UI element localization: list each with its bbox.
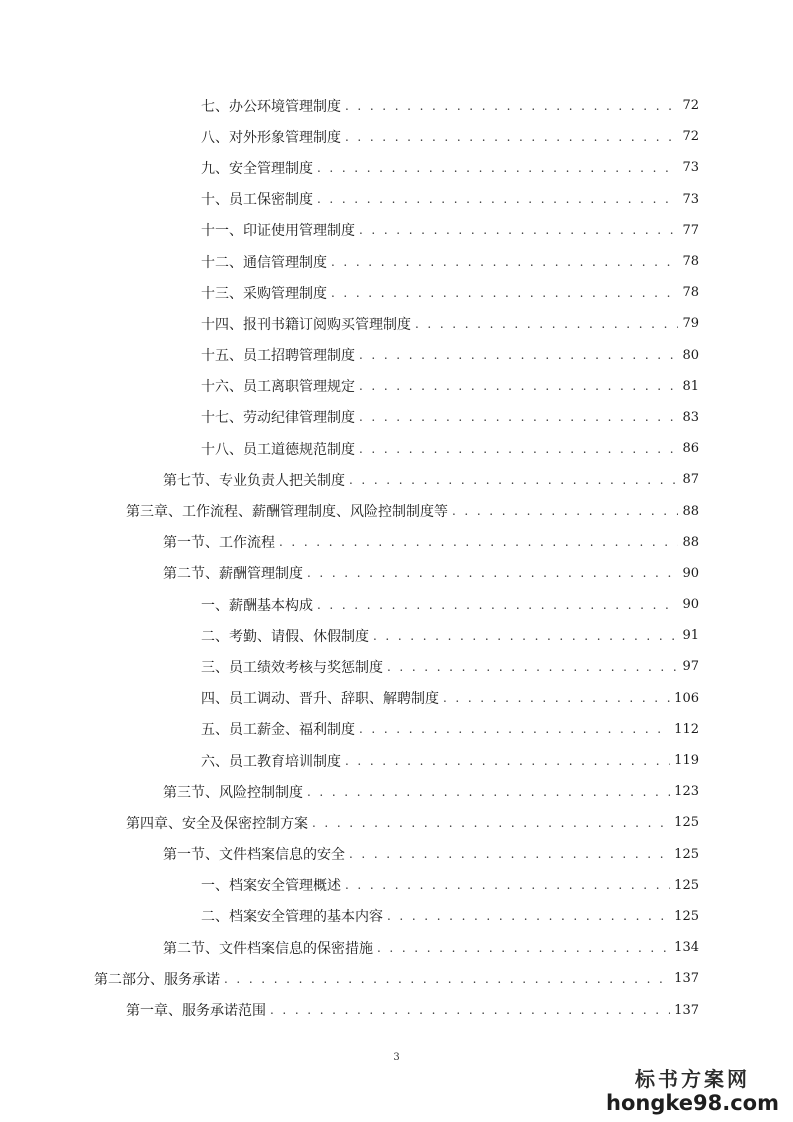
toc-entry-page: 80 — [682, 347, 699, 363]
toc-entry-page: 125 — [674, 877, 699, 893]
toc-entry[interactable] — [0, 589, 793, 620]
page-number: 3 — [393, 1052, 400, 1063]
toc-entry[interactable] — [0, 776, 793, 807]
toc-dot-leader — [270, 1003, 670, 1017]
toc-entry-title: 第一节、工作流程 — [163, 535, 275, 552]
toc-entry-title: 六、员工教育培训制度 — [201, 753, 341, 770]
toc-entry-title: 七、办公环境管理制度 — [201, 98, 341, 115]
toc-entry-page: 86 — [682, 441, 699, 457]
toc-dot-leader — [443, 691, 670, 705]
toc-dot-leader — [317, 161, 678, 175]
toc-dot-leader — [224, 972, 670, 986]
toc-entry-page: 83 — [682, 409, 699, 425]
toc-entry-page: 134 — [674, 940, 699, 956]
toc-entry[interactable] — [0, 745, 793, 776]
toc-entry[interactable] — [0, 215, 793, 246]
toc-entry[interactable] — [0, 807, 793, 838]
toc-entry[interactable] — [0, 870, 793, 901]
toc-dot-leader — [345, 878, 670, 892]
toc-entry-title: 第二节、文件档案信息的保密措施 — [163, 940, 373, 957]
toc-entry[interactable] — [0, 495, 793, 526]
toc-dot-leader — [331, 255, 678, 269]
watermark-url: hongke98.com — [606, 1091, 779, 1115]
toc-dot-leader — [452, 504, 678, 518]
toc-entry-page: 106 — [674, 690, 699, 706]
toc-entry-page: 88 — [682, 503, 699, 519]
toc-entry-title: 第四章、安全及保密控制方案 — [126, 815, 308, 832]
toc-entry[interactable] — [0, 620, 793, 651]
toc-entry[interactable] — [0, 246, 793, 277]
toc-entry-page: 78 — [682, 285, 699, 301]
toc-dot-leader — [307, 785, 670, 799]
toc-entry[interactable] — [0, 402, 793, 433]
toc-entry-title: 五、员工薪金、福利制度 — [201, 722, 355, 739]
toc-entry-title: 三、员工绩效考核与奖惩制度 — [201, 659, 383, 676]
toc-dot-leader — [377, 941, 670, 955]
toc-dot-leader — [345, 130, 678, 144]
toc-entry-title: 一、档案安全管理概述 — [201, 878, 341, 895]
toc-entry-title: 十八、员工道德规范制度 — [201, 441, 355, 458]
toc-entry[interactable] — [0, 963, 793, 994]
toc-entry-page: 73 — [682, 191, 699, 207]
toc-entry-page: 91 — [682, 628, 699, 644]
watermark-logo — [606, 1069, 779, 1114]
toc-dot-leader — [345, 99, 678, 113]
toc-dot-leader — [373, 629, 678, 643]
toc-entry[interactable] — [0, 90, 793, 121]
toc-dot-leader — [359, 223, 678, 237]
toc-entry-title: 十五、员工招聘管理制度 — [201, 348, 355, 365]
toc-entry-title: 九、安全管理制度 — [201, 160, 313, 177]
toc-entry-title: 十六、员工离职管理规定 — [201, 379, 355, 396]
toc-entry[interactable] — [0, 683, 793, 714]
toc-dot-leader — [359, 379, 678, 393]
toc-entry-page: 72 — [682, 98, 699, 114]
toc-entry[interactable] — [0, 901, 793, 932]
toc-entry[interactable] — [0, 340, 793, 371]
toc-entry-title: 十三、采购管理制度 — [201, 285, 327, 302]
toc-dot-leader — [359, 348, 678, 362]
toc-entry-page: 77 — [682, 222, 699, 238]
toc-entry[interactable] — [0, 433, 793, 464]
toc-entry-page: 90 — [682, 565, 699, 581]
toc-entry-page: 72 — [682, 129, 699, 145]
toc-entry[interactable] — [0, 994, 793, 1025]
toc-dot-leader — [387, 909, 670, 923]
toc-entry[interactable] — [0, 371, 793, 402]
toc-entry-title: 一、薪酬基本构成 — [201, 597, 313, 614]
toc-entry-title: 二、考勤、请假、休假制度 — [201, 628, 369, 645]
toc-entry-page: 123 — [674, 784, 699, 800]
toc-dot-leader — [317, 598, 678, 612]
toc-dot-leader — [349, 847, 670, 861]
toc-dot-leader — [349, 473, 678, 487]
toc-dot-leader — [279, 535, 678, 549]
toc-entry[interactable] — [0, 527, 793, 558]
watermark-text: 标书方案网 — [635, 1067, 751, 1091]
toc-dot-leader — [359, 722, 670, 736]
toc-entry[interactable] — [0, 714, 793, 745]
toc-entry-page: 137 — [674, 971, 699, 987]
table-of-contents — [0, 90, 793, 1026]
toc-entry-page: 79 — [682, 316, 699, 332]
toc-entry[interactable] — [0, 651, 793, 682]
toc-entry-title: 十四、报刊书籍订阅购买管理制度 — [201, 316, 411, 333]
toc-entry-page: 112 — [674, 721, 699, 737]
toc-dot-leader — [317, 192, 678, 206]
toc-entry-title: 第三章、工作流程、薪酬管理制度、风险控制制度等 — [126, 504, 448, 521]
toc-dot-leader — [307, 566, 678, 580]
toc-entry-page: 88 — [682, 534, 699, 550]
toc-entry-title: 八、对外形象管理制度 — [201, 129, 341, 146]
toc-entry-title: 十一、印证使用管理制度 — [201, 223, 355, 240]
toc-entry-title: 第一节、文件档案信息的安全 — [163, 847, 345, 864]
toc-entry-page: 87 — [682, 472, 699, 488]
toc-dot-leader — [387, 660, 678, 674]
toc-entry-title: 第三节、风险控制制度 — [163, 784, 303, 801]
toc-entry-title: 第七节、专业负责人把关制度 — [163, 472, 345, 489]
toc-entry-title: 第二部分、服务承诺 — [94, 971, 220, 988]
toc-entry[interactable] — [0, 558, 793, 589]
toc-entry-page: 125 — [674, 815, 699, 831]
toc-entry[interactable] — [0, 121, 793, 152]
toc-entry[interactable] — [0, 464, 793, 495]
toc-dot-leader — [415, 317, 678, 331]
toc-entry-title: 十、员工保密制度 — [201, 192, 313, 209]
toc-dot-leader — [359, 410, 678, 424]
toc-entry-page: 125 — [674, 908, 699, 924]
toc-entry-page: 90 — [682, 597, 699, 613]
toc-entry[interactable] — [0, 184, 793, 215]
toc-entry-page: 137 — [674, 1002, 699, 1018]
toc-entry-title: 四、员工调动、晋升、辞职、解聘制度 — [201, 691, 439, 708]
toc-entry-page: 73 — [682, 160, 699, 176]
toc-entry-title: 二、档案安全管理的基本内容 — [201, 909, 383, 926]
toc-entry-page: 81 — [682, 378, 699, 394]
toc-entry[interactable] — [0, 152, 793, 183]
toc-entry-title: 十七、劳动纪律管理制度 — [201, 410, 355, 427]
toc-entry-page: 119 — [674, 753, 699, 769]
toc-dot-leader — [345, 754, 670, 768]
toc-entry-title: 十二、通信管理制度 — [201, 254, 327, 271]
toc-dot-leader — [359, 442, 678, 456]
toc-dot-leader — [331, 286, 678, 300]
toc-entry-title: 第二节、薪酬管理制度 — [163, 566, 303, 583]
toc-dot-leader — [312, 816, 670, 830]
toc-entry-page: 97 — [682, 659, 699, 675]
toc-entry[interactable] — [0, 839, 793, 870]
toc-entry[interactable] — [0, 277, 793, 308]
toc-entry-title: 第一章、服务承诺范围 — [126, 1003, 266, 1020]
toc-entry-page: 125 — [674, 846, 699, 862]
toc-entry-page: 78 — [682, 254, 699, 270]
toc-entry[interactable] — [0, 932, 793, 963]
toc-entry[interactable] — [0, 308, 793, 339]
